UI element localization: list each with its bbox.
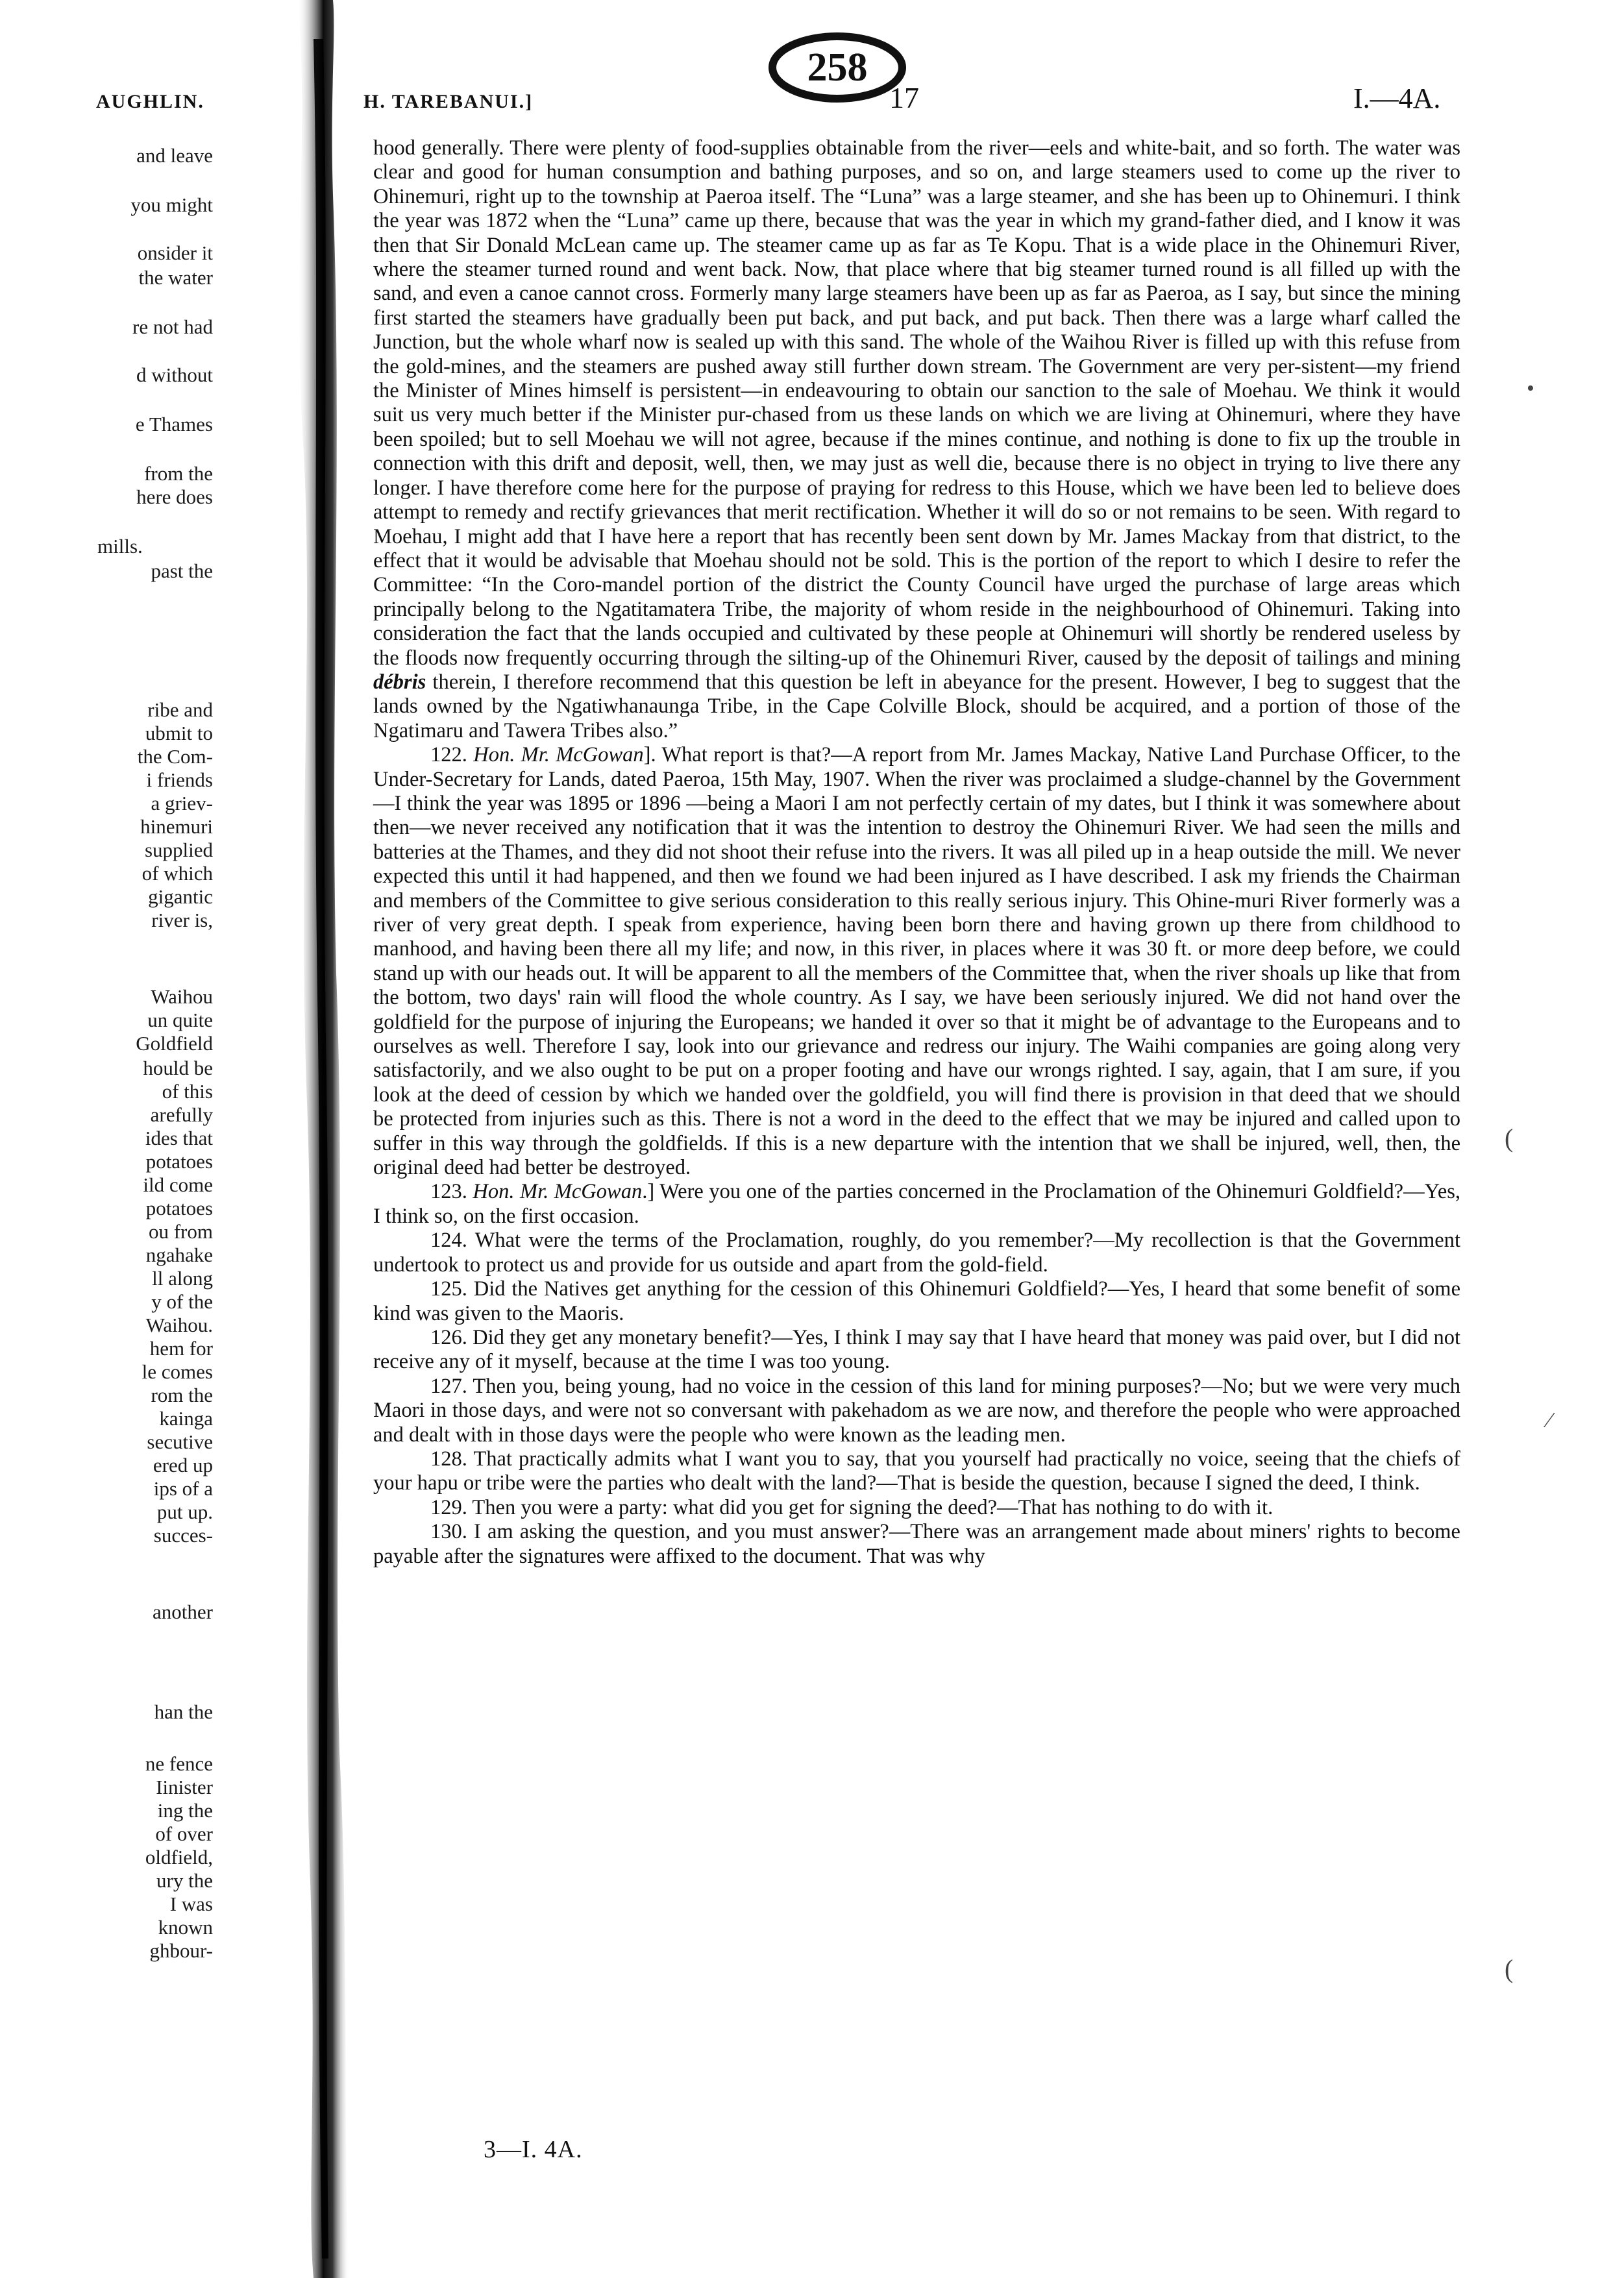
facing-page-fragment: un quite [147, 1009, 213, 1031]
facing-page-fragment: ing the [157, 1799, 213, 1822]
facing-page-fragment: hinemuri [140, 815, 213, 838]
facing-page-fragment: ury the [156, 1869, 213, 1892]
header-speaker: H. TAREBANUI.] [363, 91, 534, 112]
facing-page-fragment: ne fence [145, 1752, 213, 1775]
facing-page-fragment: ips of a [153, 1477, 213, 1500]
facing-page-fragment: d without [136, 363, 213, 386]
facing-page-fragment: from the [144, 462, 213, 485]
facing-page-fragment: hem for [149, 1337, 213, 1360]
facing-page-fragment: oldfield, [145, 1846, 213, 1868]
facing-page-fragment: ll along [152, 1267, 213, 1290]
facing-page-fragment: ou from [148, 1220, 213, 1243]
facing-page-fragment: the Com- [137, 745, 213, 768]
signature-mark: 3—I. 4A. [484, 2136, 583, 2163]
gutter-shadow-graphic [252, 0, 375, 2278]
facing-page-fragment: han the [154, 1700, 213, 1723]
facing-page-fragment: re not had [132, 315, 213, 338]
facing-page-fragment: ubmit to [145, 722, 213, 744]
margin-bracket-mark: ( [1505, 1123, 1514, 1153]
facing-page-fragment: e Thames [135, 413, 213, 435]
facing-page-fragment: potatoes [145, 1197, 213, 1219]
main-text-block [373, 136, 1460, 1569]
facing-page-fragment: Goldfield [136, 1032, 213, 1055]
paragraph-continuation: hood generally. There were plenty of food-supplies obtainable from the river—eels and white-bait, and so forth. The water was clear and good for human consumption and bathing purposes, and so on, and large steamers used to come up the river to Ohinemuri, right up to the township at Paeroa itself. The “Luna” was a large steamer, and she has been up to Ohinemuri. I think the year was 1872 when the “Luna” came up there, because that was the year in which my grand-father died, and I know it was then that Sir Donald McLean came up. The steamer came up as far as Te Kopu. That is a wide place in the Ohinemuri River, where the steamer turned round and went back. Now, that place where that big steamer turned round is all filled up with the sand, and even a canoe cannot cross. Formerly many large steamers have been up as far as Paeroa, as I say, but since the mining first started the steamers have gradually been put back, and put back, and put back. Then there was a large wharf called the Junction, but the whole wharf now is sealed up with this sand. The whole of the Waihou River is filled up with this refuse from the gold-mines, and the steamers are pushed away still further down stream. The Government are very per-sistent—my friend the Minister of Mines himself is persistent—in endeavouring to obtain our sanction to the sale of Moehau. We think it would suit us very much better if the Minister pur-chased from us these lands on which we are living at Ohinemuri, where they have been spoiled; but to sell Moehau we will not agree, because if the mines continue, and nothing is done to fix up the trouble in connection with this drift and deposit, well, then, we may just as well die, because there is no object in trying to live there any longer. I have therefore come here for the purpose of praying for redress to this House, which we have been led to believe does attempt to remedy and rectify grievances that merit rectification. Whether it will do so or not remains to be seen. With regard to Moehau, I might add that I have here a report that has recently been sent down by Mr. James Mackay from that district, to the effect that it would be advisable that Moehau should not be sold. This is the portion of the report to which I desire to refer the Committee: “In the Coro-mandel portion of the district the County Council have urged the purchase of large areas which principally belong to the Ngatitamatera Tribe, the majority of whom reside in the neighbourhood of Ohinemuri. Taking into consideration the fact that the lands occupied and cultivated by these people at Ohinemuri will shortly be rendered useless by the floods now frequently occurring through the silting-up of the Ohinemuri River, caused by the deposit of tailings and mining débris therein, I therefore recommend that this question be left in abeyance for the present. However, I beg to suggest that the lands owned by the Ngatiwhanaunga Tribe, in the Cape Colville Block, should be acquired, and a portion of those of the Ngatimaru and Tawera Tribes also.” [373, 136, 1460, 742]
paragraph-129: 129. Then you were a party: what did you get for signing the deed?—That has nothing to do with it. [430, 1495, 1273, 1519]
facing-page-fragment: ghbour- [149, 1939, 213, 1962]
facing-page-fragment: ribe and [147, 698, 213, 721]
facing-page-fragment: hould be [143, 1057, 213, 1079]
facing-page-fragment: here does [136, 485, 213, 508]
stamp-number: 258 [807, 45, 868, 90]
facing-page-fragment: Iinister [156, 1776, 213, 1798]
binding-gutter-shadow [252, 0, 375, 2278]
paragraph-126: 126. Did they get any monetary benefit?—Yes, I think I may say that I have heard that money was paid over, but I did not receive any of it myself, because at the time I was too young. [373, 1325, 1460, 1374]
margin-bracket-mark-lower: ( [1505, 1954, 1514, 1983]
facing-page-fragment: onsider it [137, 241, 213, 264]
facing-page-fragment: kainga [159, 1407, 213, 1430]
facing-page-fragments [0, 0, 234, 2278]
facing-page-fragment: supplied [144, 839, 213, 861]
facing-page-fragment: put up. [156, 1500, 213, 1523]
facing-page-fragment: the water [138, 266, 213, 289]
margin-tick-mark: ⁄ [1547, 1408, 1551, 1432]
facing-page-fragment: succes- [153, 1524, 213, 1547]
facing-page-fragment: rom the [151, 1384, 213, 1406]
facing-page-fragment: I was [169, 1892, 213, 1915]
facing-page-fragment: mills. [97, 535, 143, 557]
facing-page-fragment: potatoes [145, 1150, 213, 1173]
page-number: 17 [889, 81, 919, 114]
facing-page-fragment: secutive [147, 1430, 213, 1453]
facing-page-fragment: arefully [150, 1103, 213, 1126]
facing-page-fragment: of over [155, 1822, 213, 1845]
facing-page-fragment: you might [130, 193, 213, 216]
margin-dot-mark: • [1527, 376, 1534, 400]
facing-page-fragment: Waihou. [145, 1314, 213, 1336]
facing-page-fragment: le comes [141, 1360, 213, 1383]
paragraph-123: 123. Hon. Mr. McGowan.] Were you one of the parties concerned in the Proclamation of the Ohinemuri Goldfield?—Yes, I think so, on the first occasion. [373, 1180, 1461, 1228]
facing-page-header: AUGHLIN. [96, 91, 204, 112]
paragraph-128: 128. That practically admits what I want you to say, that you yourself had practically no voice, seeing that the chiefs of your hapu or tribe were the parties who dealt with the land?—That is beside the question, because I signed the deed, I think. [373, 1447, 1460, 1495]
paragraph-124: 124. What were the terms of the Proclamation, roughly, do you remember?—My recollection is that the Government undertook to protect us and provide for us outside and apart from the gold-field. [373, 1229, 1460, 1277]
facing-page-fragment: of which [141, 862, 213, 885]
facing-page-fragment: and leave [136, 144, 213, 167]
facing-page-fragment: ered up [153, 1454, 213, 1476]
facing-page-fragment: river is, [151, 909, 213, 931]
paragraph-122: 122. Hon. Mr. McGowan]. What report is that?—A report from Mr. James Mackay, Native Land Purchase Officer, to the Under-Secretary for Lands, dated Paeroa, 15th May, 1907. When the river was proclaimed a sludge-channel by the Government—I think the year was 1895 or 1896 —being a Maori I am not perfectly certain of my dates, but I think it was somewhere about then—we never received any notification that it was the intention to destroy the Ohinemuri River. We had seen the mills and batteries at the Thames, and they did not shoot their refuse into the rivers. It was all piled up in a heap outside the mill. We never expected this until it had happened, and then we found we had been injured as I have described. I ask my friends the Chairman and members of the Committee to give serious consideration to this really serious injury. This Ohine-muri River formerly was a river of very great depth. I speak from experience, having been born there and having grown up there from childhood to manhood, and having been there all my life; and now, in this river, in places where it was 30 ft. or more deep before, we could stand up with our heads out. It will be apparent to all the members of the Committee that, when the river shoals up like that from the bottom, two days' rain will flood the whole country. As I say, we have been seriously injured. We did not hand over the goldfield for the purpose of injuring the Europeans; we handed it over so that it might be of advantage to the Europeans and to ourselves as well. Therefore I say, look into our grievance and redress our injury. The Waihi companies are going along very satisfactorily, and we also ought to be put on a proper footing and have our wrongs righted. I say, again, that I am sure, if you look at the deed of cession by which we handed over the goldfield, you will find there is provision in that deed that we should be protected from injuries such as this. There is not a word in the deed to the effect that we may be injured and called upon to suffer in this way through the goldfields. If this is a new departure with the intention that we shall be injured, well, then, the original deed had better be destroyed. [373, 743, 1461, 1180]
facing-page-fragment: ides that [145, 1127, 213, 1149]
facing-page-fragment: Waihou [151, 985, 213, 1008]
facing-page-fragment: ngahake [145, 1243, 213, 1266]
paragraph-127: 127. Then you, being young, had no voice in the cession of this land for mining purposes?—No; but we were very much Maori in those days, and were not so conversant with pakehadom as we are now, and therefore the people who were approached and dealt with in those days were the people who were known as the leading men. [373, 1374, 1460, 1447]
facing-page-fragment: gigantic [148, 885, 213, 908]
paragraph-125: 125. Did the Natives get anything for the cession of this Ohinemuri Goldfield?—Yes, I heard that some benefit of some kind was given to the Maoris. [373, 1277, 1460, 1325]
facing-page-fragment: i friends [146, 768, 213, 791]
facing-page-fragment: past the [151, 559, 213, 582]
facing-page-fragment: of this [162, 1080, 213, 1103]
document-reference: I.—4A. [1353, 82, 1441, 114]
facing-page-fragment: known [158, 1916, 213, 1939]
paragraph-130: 130. I am asking the question, and you must answer?—There was an arrangement made about miners' rights to become payable after the signatures were affixed to the document. That was why [373, 1520, 1460, 1568]
facing-page-fragment: y of the [151, 1290, 213, 1313]
facing-page-fragment: ild come [143, 1173, 213, 1196]
facing-page-fragment: another [153, 1600, 213, 1623]
facing-page-fragment: a griev- [151, 792, 213, 814]
